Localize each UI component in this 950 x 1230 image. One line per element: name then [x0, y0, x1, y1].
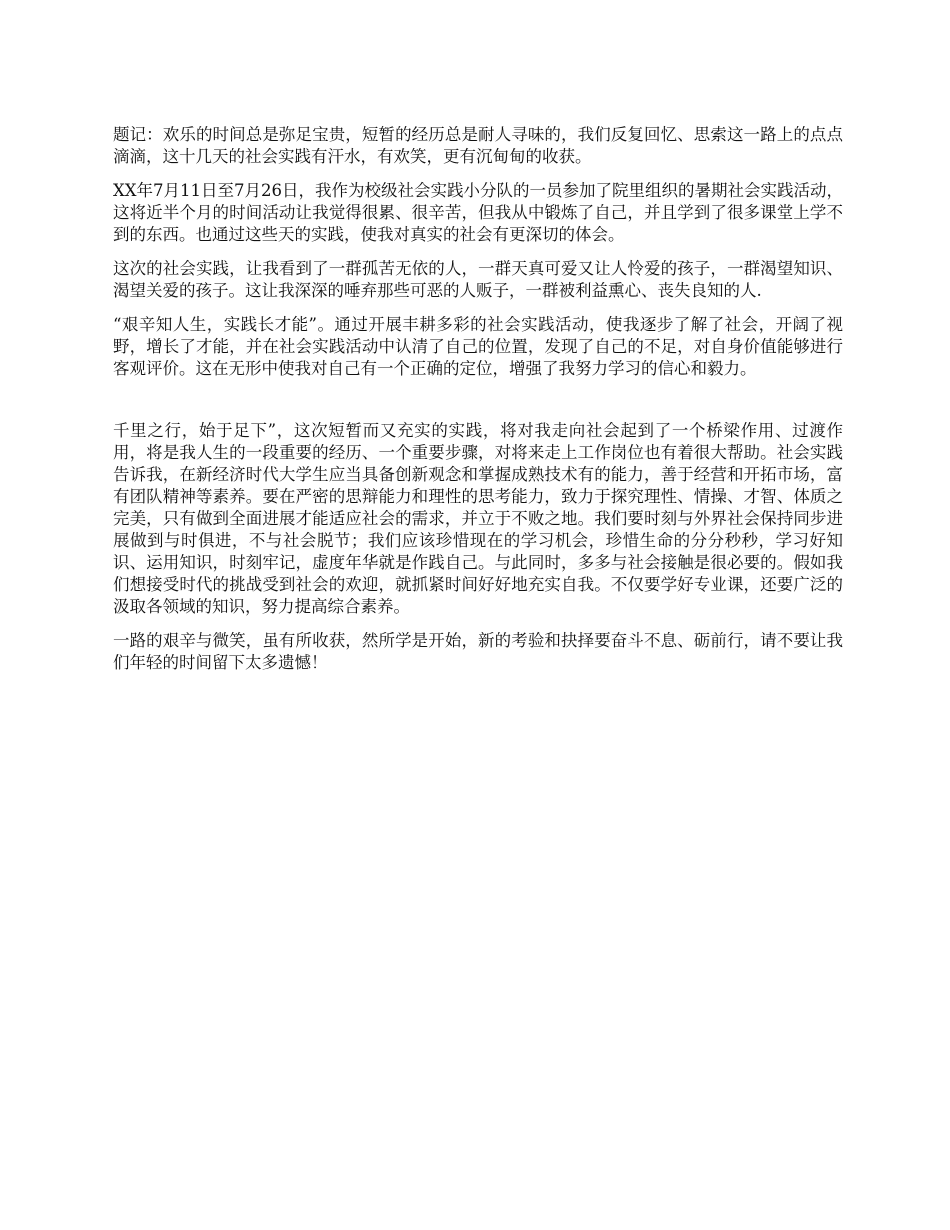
paragraph-foreword: 题记：欢乐的时间总是弥足宝贵，短暂的经历总是耐人寻味的，我们反复回忆、思索这一路上的点点滴滴，这十几天的社会实践有汗水，有欢笑，更有沉甸甸的收获。: [113, 125, 843, 166]
paragraph-hardship: “艰辛知人生，实践长才能”。通过开展丰耕多彩的社会实践活动，使我逐步了解了社会，开阔了视野，增长了才能，并在社会实践活动中认清了自己的位置，发现了自己的不足，对自身价值能够进行客观评价。这在无形中使我对自己有一个正确的定位，增强了我努力学习的信心和毅力。: [113, 315, 843, 378]
document-body: [113, 124, 843, 686]
paragraph-closing: 一路的艰辛与微笑，虽有所收获，然所学是开始，新的考验和抉择要奋斗不息、砺前行，请不要让我们年轻的时间留下太多遗憾！: [113, 631, 843, 672]
paragraph-journey: 千里之行，始于足下”，这次短暂而又充实的实践，将对我走向社会起到了一个桥梁作用、过渡作用，将是我人生的一段重要的经历、一个重要步骤，对将来走上工作岗位也有着很大帮助。社会实践告诉我，在新经济时代大学生应当具备创新观念和掌握成熟技术有的能力，善于经营和开拓市场，富有团队精神等素养。要在严密的思辩能力和理性的思考能力，致力于探究理性、情操、才智、体质之完美，只有做到全面进展才能适应社会的需求，并立于不败之地。我们要时刻与外界社会保持同步进展做到与时俱进，不与社会脱节；我们应该珍惜现在的学习机会，珍惜生命的分分秒秒，学习好知识、运用知识，时刻牢记，虚度年华就是作践自己。与此同时，多多与社会接触是很必要的。假如我们想接受时代的挑战受到社会的欢迎，就抓紧时间好好地充实自我。不仅要学好专业课，还要广泛的汲取各领域的知识，努力提高综合素养。: [113, 421, 843, 616]
paragraph-children: 这次的社会实践，让我看到了一群孤苦无依的人，一群天真可爱又让人怜爱的孩子，一群渴望知识、渴望关爱的孩子。这让我深深的唾弃那些可恶的人贩子，一群被利益熏心、丧失良知的人.: [113, 259, 843, 300]
paragraph-dates: XX年7月11日至7月26日，我作为校级社会实践小分队的一员参加了院里组织的暑期社会实践活动，这将近半个月的时间活动让我觉得很累、很辛苦，但我从中锻炼了自己，并且学到了很多课堂上学不到的东西。也通过这些天的实践，使我对真实的社会有更深切的体会。: [113, 181, 843, 244]
